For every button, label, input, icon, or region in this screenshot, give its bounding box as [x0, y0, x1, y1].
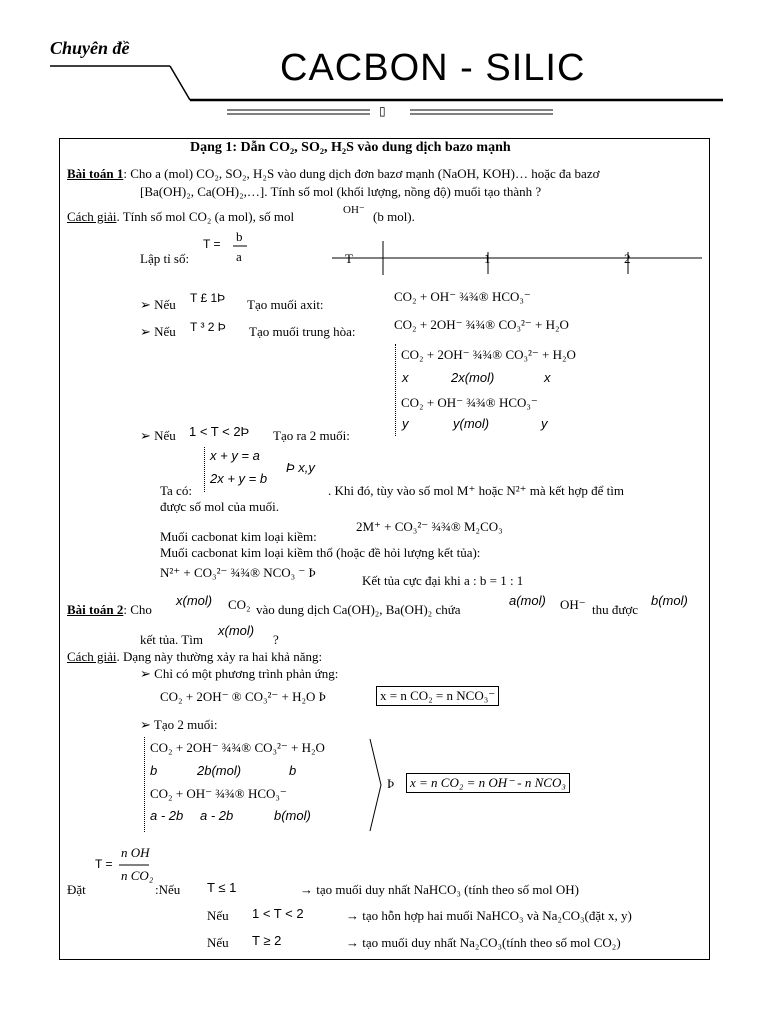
method-text-b: (b mol).	[373, 209, 415, 224]
case1-result: Tạo muối axit:	[247, 297, 324, 312]
sys-row1-c: x	[544, 370, 551, 385]
summary-frac-num: n OH	[121, 845, 150, 860]
method-text-a: . Tính số mol CO₂ (a mol), số mol	[116, 209, 295, 224]
problem2-oh: OH⁻	[560, 597, 586, 612]
ratio-num: b	[236, 229, 243, 244]
section-heading: Dạng 1: Dẫn CO₂, SO₂, H₂S vào dung dịch bazo mạnh	[190, 140, 511, 155]
s-row1-a: b	[150, 763, 158, 778]
alkaline-label: Muối cacbonat kim loại kiềm thổ (hoặc đề hỏi lượng kết tủa):	[160, 545, 481, 560]
axis-1: 1	[484, 251, 491, 266]
problem2-co2: CO₂	[228, 597, 251, 612]
alkaline-eq: N²⁺ + CO₃²⁻ ¾¾® NCO₃ ⁻ Þ	[160, 565, 316, 580]
sys-row2-a: y	[402, 416, 409, 431]
axis-2: 2	[624, 251, 631, 266]
problem2-opt2: ➢ Tạo 2 muối:	[140, 717, 218, 732]
problem2-text-d: kết tủa. Tìm	[140, 632, 203, 647]
s-row2-a: a - 2b	[150, 808, 184, 823]
taco-label: Ta có:	[160, 483, 192, 498]
case2-prefix: ➢ Nếu	[140, 324, 176, 339]
s-row2-c: b(mol)	[274, 808, 311, 823]
problem2-text-a: : Cho	[123, 602, 152, 617]
alkali-label: Muối cacbonat kim loại kiềm:	[160, 529, 317, 544]
s-res: Þ	[387, 776, 395, 791]
problem2-opt1: ➢ Chỉ có một phương trình phản ứng:	[140, 666, 339, 681]
problem2-line1	[67, 602, 152, 618]
ratio-den: a	[236, 249, 242, 264]
s-row1-c: b	[289, 763, 297, 778]
problem2-b-mol: b(mol)	[651, 593, 688, 608]
r1-cond: T ≤ 1	[207, 880, 237, 895]
ornament-rule	[225, 106, 555, 120]
problem2-opt1-eq: CO₂ + 2OH⁻ ® CO₃²⁻ + H₂O Þ	[160, 689, 326, 704]
header-label: Chuyên đề	[50, 38, 130, 58]
problem2-text-b: vào dung dịch Ca(OH)₂, Ba(OH)₂ chứa	[256, 602, 461, 617]
problem2-method	[67, 649, 322, 665]
problem2-q: ?	[273, 632, 279, 647]
right-bracket	[368, 737, 384, 833]
summary-dat: Đặt	[67, 882, 86, 897]
page-title: CACBON - SILIC	[280, 47, 586, 89]
system-brace	[395, 344, 396, 436]
linear-eq1: x + y = a	[210, 448, 260, 463]
alkali-eq: 2M⁺ + CO₃²⁻ ¾¾® M₂CO₃	[356, 519, 503, 534]
summary-frac-bar	[119, 864, 151, 867]
linear-result: Þ x,y	[286, 460, 315, 475]
r1-prefix: :Nếu	[155, 882, 181, 897]
problem2-method-text: . Dạng này thường xảy ra hai khả năng:	[116, 649, 323, 664]
ornament-icon: ▯	[379, 104, 386, 118]
case3-result: Tạo ra 2 muối:	[273, 428, 350, 443]
problem2-brace	[144, 737, 145, 832]
linear-brace	[204, 447, 205, 492]
r1-text: → tạo muối duy nhất NaHCO₃ (tính theo số mol OH)	[300, 882, 579, 897]
case1-prefix: ➢ Nếu	[140, 297, 176, 312]
r3-prefix: Nếu	[207, 935, 229, 950]
case3-cond: 1 < T < 2Þ	[189, 424, 250, 439]
ratio-label: Lập tỉ số:	[140, 251, 190, 266]
s-row1-b: 2b(mol)	[197, 763, 242, 778]
summary-frac-den: n CO₂	[121, 868, 154, 883]
sys-row2-c: y	[541, 416, 548, 431]
s-box: x = n CO₂ = n OH⁻ - n NCO₃	[406, 773, 570, 793]
method-label: Cách giải	[67, 209, 117, 224]
case2-cond: T ³ 2 Þ	[190, 320, 226, 334]
case1-eq: CO₂ + OH⁻ ¾¾® HCO₃⁻	[394, 289, 531, 304]
sys-eq2: CO₂ + OH⁻ ¾¾® HCO₃⁻	[401, 395, 538, 410]
case1-cond: T £ 1Þ	[190, 291, 226, 305]
linear-eq2: 2x + y = b	[210, 471, 268, 486]
problem2-x-mol: x(mol)	[176, 593, 213, 608]
r2-prefix: Nếu	[207, 908, 229, 923]
taco-text: . Khi đó, tùy vào số mol M⁺ hoặc N²⁺ mà kết hợp để tìm	[328, 483, 625, 498]
sys-row2-b: y(mol)	[453, 416, 490, 431]
r3-cond: T ≥ 2	[252, 933, 282, 948]
method-oh: OH⁻	[343, 204, 365, 216]
s-eq2: CO₂ + OH⁻ ¾¾® HCO₃⁻	[150, 786, 287, 801]
ratio-axis	[330, 238, 705, 278]
problem1-label: Bài toán 1	[67, 166, 124, 181]
problem1-text1: : Cho a (mol) CO₂, SO₂, H₂S vào dung dịch đơn bazơ mạnh (NaOH, KOH)… hoặc đa bazơ	[123, 166, 600, 181]
ratio-bar	[233, 245, 249, 248]
problem2-x-mol2: x(mol)	[218, 623, 255, 638]
r2-text: → tạo hỗn hợp hai muối NaHCO₃ và Na₂CO₃(đặt x, y)	[346, 908, 632, 923]
axis-T: T	[345, 251, 353, 266]
problem2-a-mol: a(mol)	[509, 593, 546, 608]
r2-cond: 1 < T < 2	[252, 906, 304, 921]
s-eq1: CO₂ + 2OH⁻ ¾¾® CO₃²⁻ + H₂O	[150, 740, 325, 755]
sys-row1-b: 2x(mol)	[451, 370, 495, 385]
sys-row1-a: x	[402, 370, 409, 385]
problem2-opt1-box: x = n CO₂ = n NCO₃⁻	[376, 686, 499, 706]
sys-eq1: CO₂ + 2OH⁻ ¾¾® CO₃²⁻ + H₂O	[401, 347, 576, 362]
problem1-line1	[67, 166, 599, 182]
case2-eq: CO₂ + 2OH⁻ ¾¾® CO₃²⁻ + H₂O	[394, 317, 569, 332]
problem2-text-c: thu được	[592, 602, 639, 617]
problem1-text2: [Ba(OH)₂, Ca(OH)₂,…]. Tính số mol (khối lượng, nồng độ) muối tạo thành ?	[140, 184, 542, 199]
case2-result: Tạo muối trung hòa:	[249, 324, 356, 339]
r3-text: → tạo muối duy nhất Na₂CO₃(tính theo số mol CO₂)	[346, 935, 621, 950]
ratio-T: T =	[203, 237, 221, 251]
problem2-label: Bài toán 2	[67, 602, 124, 617]
case3-prefix: ➢ Nếu	[140, 428, 176, 443]
s-row2-b: a - 2b	[200, 808, 234, 823]
problem2-method-label: Cách giải	[67, 649, 117, 664]
alkaline-note: Kết tủa cực đại khi a : b = 1 : 1	[362, 573, 524, 588]
summary-T: T =	[95, 857, 113, 871]
taco-text2: được số mol của muối.	[160, 499, 279, 514]
problem1-method	[67, 209, 294, 225]
